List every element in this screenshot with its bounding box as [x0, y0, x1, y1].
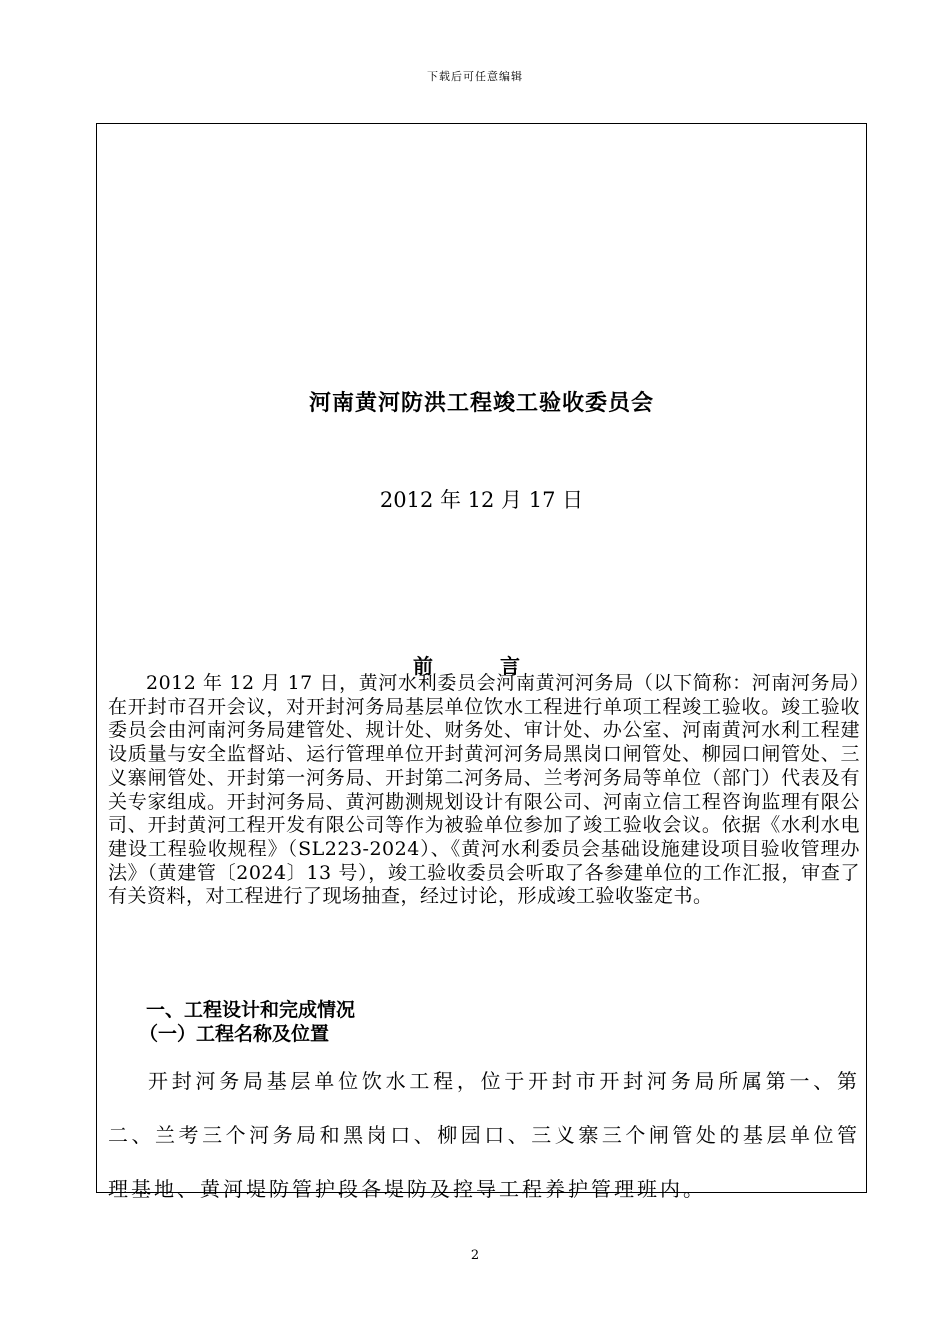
section-paragraph: 开封河务局基层单位饮水工程，位于开封市开封河务局所属第一、第二、兰考三个河务局和黑岗口、柳园口、三义寨三个闸管处的基层单位管理基地、黄河堤防管护段各堤防及控导工程养护管理班内。 — [108, 1069, 860, 1201]
section-heading: 一、工程设计和完成情况 — [146, 999, 356, 1021]
preface-title: 前 言 — [413, 654, 550, 678]
document-date: 2012 年 12 月 17 日 — [379, 488, 584, 512]
committee-title: 河南黄河防洪工程竣工验收委员会 — [308, 390, 654, 416]
document-frame — [96, 123, 867, 1201]
page-number: 2 — [470, 1248, 480, 1263]
preface-paragraph: 2012 年 12 月 17 日，黄河水利委员会河南黄河河务局（以下简称：河南河务局）在开封市召开会议，对开封河务局基层单位饮水工程进行单项工程竣工验收。竣工验收委员会由河南河务局建管处、规计处、财务处、审计处、办公室、河南黄河水利工程建设质量与安全监督站、运行管理单位开封黄河河务局黑岗口闸管处、柳园口闸管处、三义寨闸管处、开封第一河务局、开封第二河务局、兰考河务局等单位（部门）代表及有关专家组成。开封河务局、黄河勘测规划设计有限公司、河南立信工程咨询监理有限公司、开封黄河工程开发有限公司等作为被验单位参加了竣工验收会议。依据《水利水电建设工程验收规程》（SL223-2024）、《黄河水利委员会基础设施建设项目验收管理办法》（黄建管〔2024〕13 号），竣工验收委员会听取了各参建单位的工作汇报，审查了有关资料，对工程进行了现场抽查，经过讨论，形成竣工验收鉴定书。 — [108, 672, 860, 908]
section-subheading: （一）工程名称及位置 — [139, 1023, 330, 1045]
header-note: 下载后可任意编辑 — [427, 70, 523, 83]
